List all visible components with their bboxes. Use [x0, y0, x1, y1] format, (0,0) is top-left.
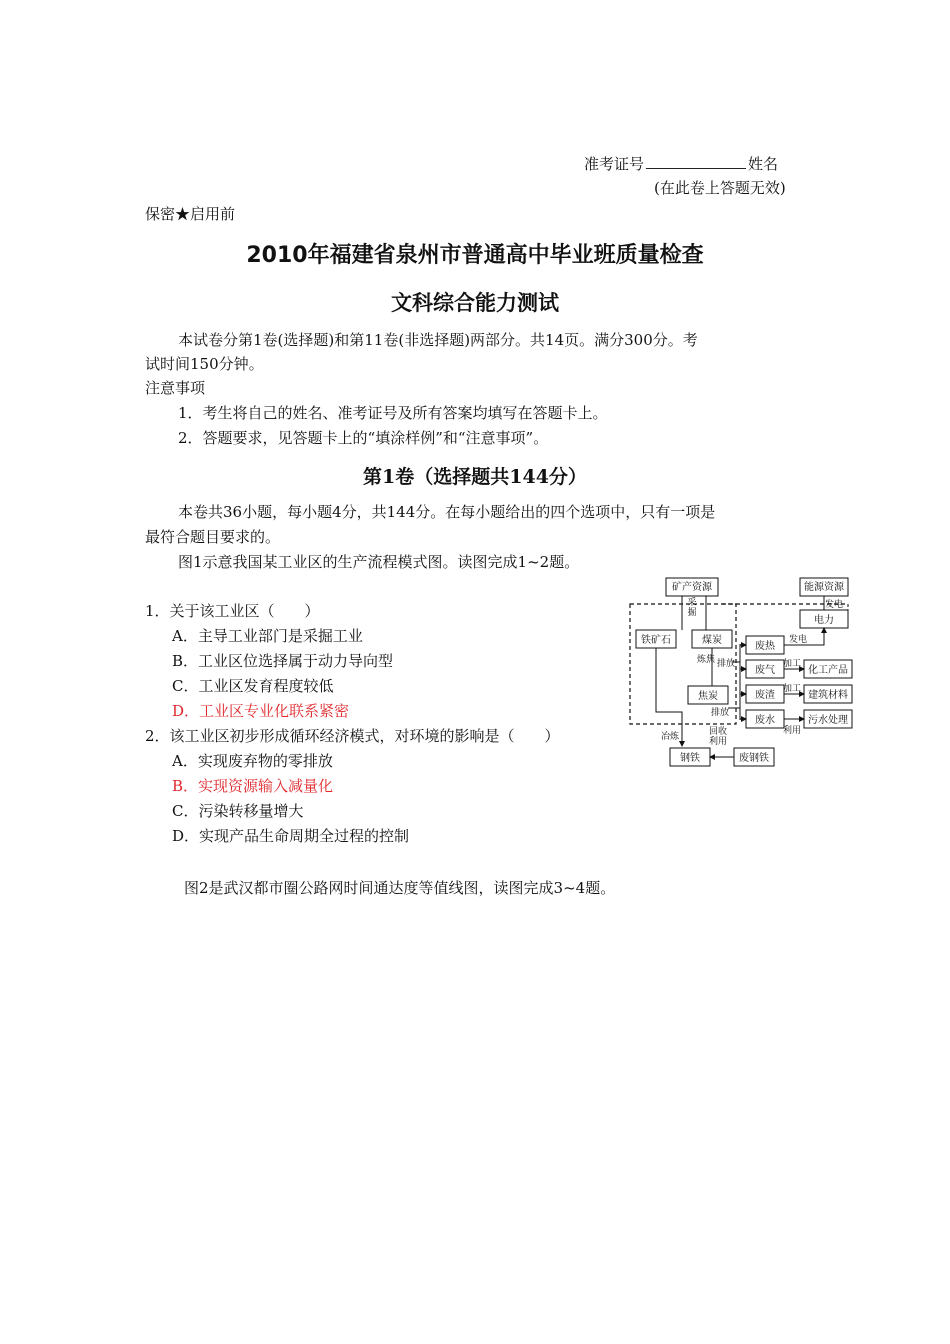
- name-label: 姓名: [748, 155, 779, 173]
- steel-label: 钢铁: [680, 753, 700, 764]
- section-heading: 第1卷（选择题共144分）: [363, 466, 587, 488]
- energy-resources-label: 能源资源: [804, 582, 844, 593]
- chemical-products-label: 化工产品: [808, 665, 848, 676]
- reuse-label: 利用: [782, 726, 802, 736]
- q1-option-d-correct[interactable]: D．工业区专业化联系紧密: [172, 702, 350, 720]
- notice-item-2: 2．答题要求，见答题卡上的“填涂样例”和“注意事项”。: [178, 429, 549, 447]
- section-desc-1: 本卷共36小题，每小题4分，共144分。在每小题给出的四个选项中，只有一项是: [178, 503, 716, 521]
- production-flow-diagram: [626, 574, 858, 772]
- waste-water-label: 废水: [755, 715, 775, 726]
- q1-option-c[interactable]: C．工业区发育程度较低: [172, 677, 334, 695]
- waste-slag-label: 废渣: [755, 690, 775, 701]
- exam-id-line: [584, 154, 778, 174]
- emit-label-2: 排放: [710, 708, 730, 718]
- emit-label-1: 排放: [716, 659, 736, 669]
- waste-gas-label: 废气: [755, 665, 775, 676]
- notice-item-1: 1．考生将自己的姓名、准考证号及所有答案均填写在答题卡上。: [178, 404, 608, 422]
- building-materials-label: 建筑材料: [808, 690, 848, 701]
- mining-label-1: 采: [687, 598, 697, 608]
- recycle-label-2: 利用: [708, 737, 728, 747]
- process-label-1: 加工: [782, 659, 802, 669]
- q1-option-b[interactable]: B．工业区位选择属于动力导向型: [172, 652, 394, 670]
- section-desc-2: 最符合题目要求的。: [145, 528, 281, 546]
- q1-stem: 1．关于该工业区（ ）: [145, 602, 320, 620]
- q2-stem: 2．该工业区初步形成循环经济模式，对环境的影响是（ ）: [145, 727, 560, 745]
- sewage-treatment-label: 污水处理: [808, 715, 848, 726]
- smelting-label: 冶炼: [660, 732, 680, 742]
- q1-option-a[interactable]: A．主导工业部门是采掘工业: [172, 627, 363, 645]
- figure1-intro: 图1示意我国某工业区的生产流程模式图。读图完成1~2题。: [178, 553, 580, 571]
- recycle-label-1: 回收: [708, 727, 728, 737]
- q2-option-b-correct[interactable]: B．实现资源输入减量化: [172, 777, 334, 795]
- q2-option-d[interactable]: D．实现产品生命周期全过程的控制: [172, 827, 410, 845]
- page-subtitle: 文科综合能力测试: [391, 291, 559, 315]
- mineral-resources-label: 矿产资源: [672, 582, 712, 593]
- mining-label-2: 掘: [687, 608, 697, 618]
- secret-label: 保密★启用前: [145, 205, 236, 223]
- exam-id-blank[interactable]: [646, 154, 746, 169]
- power-label: 电力: [814, 615, 834, 626]
- notice-heading: 注意事项: [145, 379, 206, 397]
- waste-heat-label: 废热: [755, 641, 775, 652]
- process-label-2: 加工: [782, 684, 802, 694]
- answer-invalid-note: (在此卷上答题无效): [654, 179, 786, 197]
- figure2-intro: 图2是武汉都市圈公路网时间通达度等值线图，读图完成3~4题。: [184, 879, 616, 897]
- q2-option-c[interactable]: C．污染转移量增大: [172, 802, 304, 820]
- iron-ore-label: 铁矿石: [641, 635, 671, 646]
- coke-label: 焦炭: [698, 691, 718, 702]
- power-gen-label-top: 发电: [824, 600, 844, 610]
- coking-label: 炼焦: [696, 655, 716, 665]
- intro-line-2: 试时间150分钟。: [145, 355, 264, 373]
- intro-line-1: 本试卷分第1卷(选择题)和第11卷(非选择题)两部分。共14页。满分300分。考: [178, 331, 698, 349]
- q2-option-a[interactable]: A．实现废弃物的零排放: [172, 752, 333, 770]
- page-title: 2010年福建省泉州市普通高中毕业班质量检查: [246, 243, 704, 268]
- power-gen-label-2: 发电: [788, 635, 808, 645]
- scrap-steel-label: 废钢铁: [739, 753, 769, 764]
- coal-label: 煤炭: [702, 635, 722, 646]
- exam-id-label: 准考证号: [584, 155, 645, 173]
